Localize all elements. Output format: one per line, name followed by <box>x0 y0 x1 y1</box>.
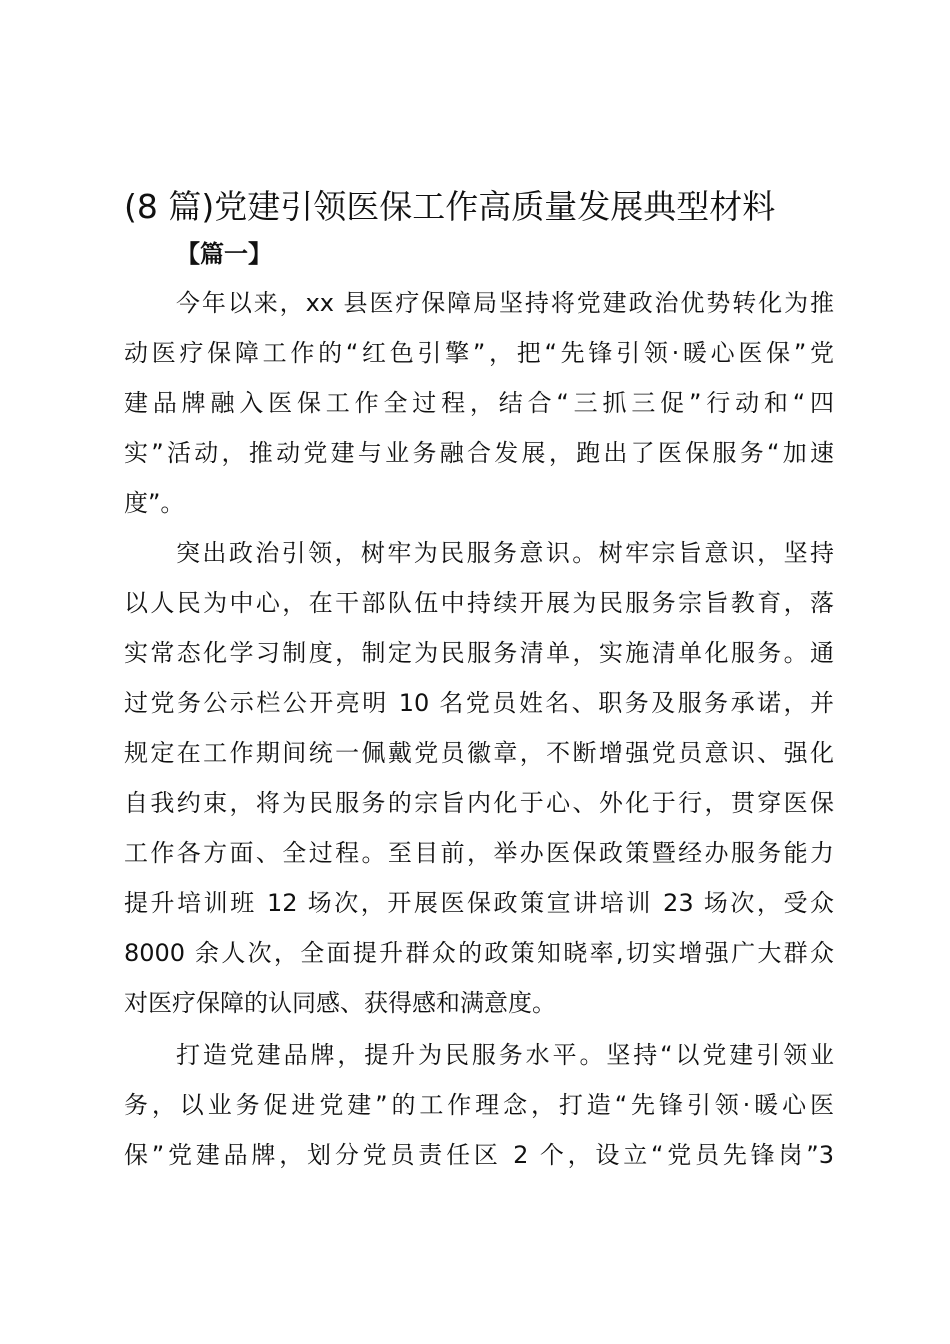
paragraph-3-line-2: 务，以业务促进党建”的工作理念，打造“先锋引领·暖心医 <box>124 1091 834 1119</box>
section-label: 【篇一】 <box>176 240 272 268</box>
paragraph-2-line-2: 以人民为中心，在干部队伍中持续开展为民服务宗旨教育，落 <box>124 589 834 617</box>
paragraph-2-line-4: 过党务公示栏公开亮明 10 名党员姓名、职务及服务承诺，并 <box>124 689 834 717</box>
paragraph-3-line-3: 保”党建品牌，划分党员责任区 2 个，设立“党员先锋岗”3 <box>124 1141 834 1169</box>
paragraph-1-line-2: 动医疗保障工作的“红色引擎”，把“先锋引领·暖心医保”党 <box>124 339 834 367</box>
paragraph-2-line-10: 对医疗保障的认同感、获得感和满意度。 <box>124 989 556 1017</box>
paragraph-2-line-3: 实常态化学习制度，制定为民服务清单，实施清单化服务。通 <box>124 639 834 667</box>
paragraph-2-line-5: 规定在工作期间统一佩戴党员徽章，不断增强党员意识、强化 <box>124 739 834 767</box>
paragraph-2-line-9: 8000 余人次，全面提升群众的政策知晓率,切实增强广大群众 <box>124 939 834 967</box>
paragraph-2-line-7: 工作各方面、全过程。至目前，举办医保政策暨经办服务能力 <box>124 839 834 867</box>
paragraph-1-line-3: 建品牌融入医保工作全过程，结合“三抓三促”行动和“四 <box>124 389 834 417</box>
paragraph-1-line-5: 度”。 <box>124 489 185 517</box>
paragraph-1-line-1: 今年以来，xx 县医疗保障局坚持将党建政治优势转化为推 <box>176 289 834 317</box>
paragraph-3-line-1: 打造党建品牌，提升为民服务水平。坚持“以党建引领业 <box>176 1041 834 1069</box>
paragraph-2-line-8: 提升培训班 12 场次，开展医保政策宣讲培训 23 场次，受众 <box>124 889 834 917</box>
paragraph-1-line-4: 实”活动，推动党建与业务融合发展，跑出了医保服务“加速 <box>124 439 834 467</box>
document-title: (8 篇)党建引领医保工作高质量发展典型材料 <box>124 187 776 226</box>
paragraph-2-line-1: 突出政治引领，树牢为民服务意识。树牢宗旨意识，坚持 <box>176 539 834 567</box>
paragraph-2-line-6: 自我约束，将为民服务的宗旨内化于心、外化于行，贯穿医保 <box>124 789 834 817</box>
